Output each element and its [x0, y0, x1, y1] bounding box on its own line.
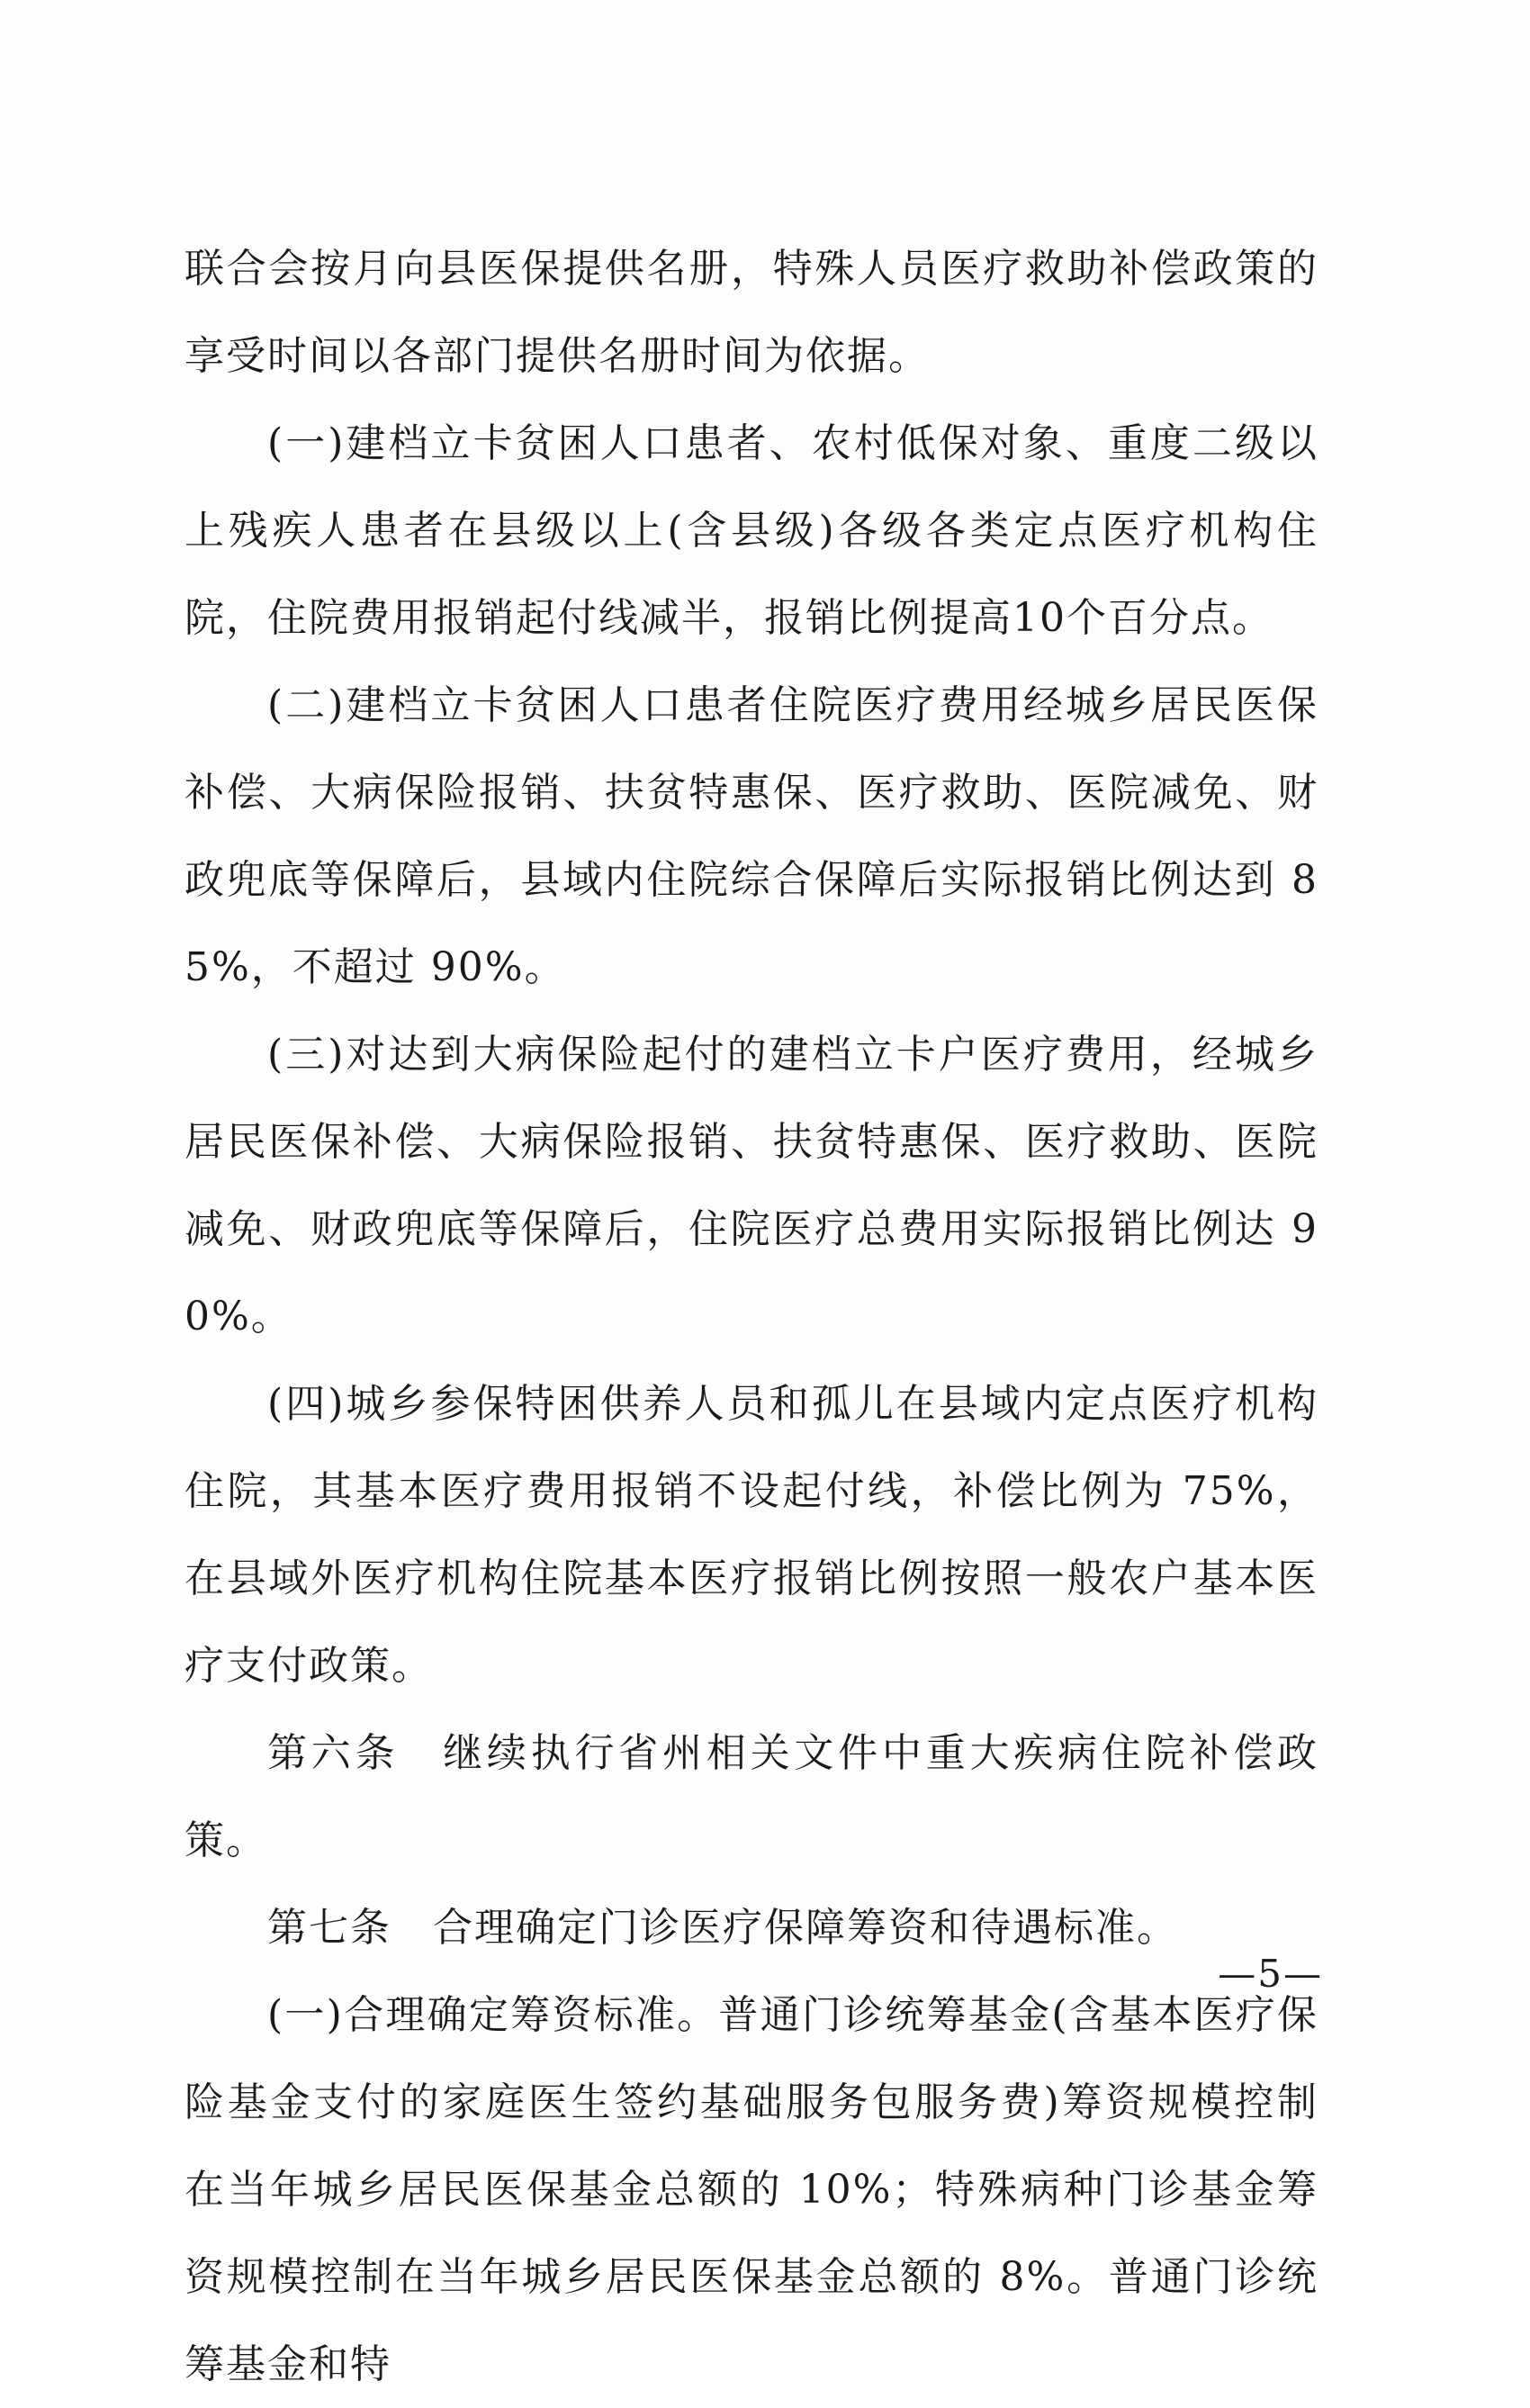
paragraph-item-2: (二)建档立卡贫困人口患者住院医疗费用经城乡居民医保补偿、大病保险报销、扶贫特惠保、医疗救助、医院减免、财政兜底等保障后，县域内住院综合保障后实际报销比例达到 85%，不超过 90%。	[184, 682, 1318, 990]
paragraph-item-1: (一)建档立卡贫困人口患者、农村低保对象、重度二级以上残疾人患者在县级以上(含县级)各级各类定点医疗机构住院，住院费用报销起付线减半，报销比例提高10个百分点。	[184, 420, 1318, 641]
article-seven: 第七条 合理确定门诊医疗保障筹资和待遇标准。	[267, 1905, 1178, 1951]
page-number: —5—	[1218, 1952, 1323, 1996]
paragraph-article-seven-item-1: (一)合理确定筹资标准。普通门诊统筹基金(含基本医疗保险基金支付的家庭医生签约基础服务包服务费)筹资规模控制在当年城乡居民医保基金总额的 10%；特殊病种门诊基金筹资规模控制在当年城乡居民医保基金总额的 8%。普通门诊统筹基金和特	[184, 1992, 1318, 2387]
paragraph-item-3: (三)对达到大病保险起付的建档立卡户医疗费用，经城乡居民医保补偿、大病保险报销、扶贫特惠保、医疗救助、医院减免、财政兜底等保障后，住院医疗总费用实际报销比例达 90%。	[184, 1032, 1318, 1339]
paragraph-item-4: (四)城乡参保特困供养人员和孤儿在县域内定点医疗机构住院，其基本医疗费用报销不设起付线，补偿比例为 75%，在县域外医疗机构住院基本医疗报销比例按照一般农户基本医疗支付政策。	[184, 1381, 1318, 1689]
document-body	[184, 225, 1318, 2408]
article-six: 第六条 继续执行省州相关文件中重大疾病住院补偿政策。	[184, 1730, 1318, 1863]
paragraph-continuation: 联合会按月向县医保提供名册，特殊人员医疗救助补偿政策的享受时间以各部门提供名册时间为依据。	[184, 246, 1318, 379]
